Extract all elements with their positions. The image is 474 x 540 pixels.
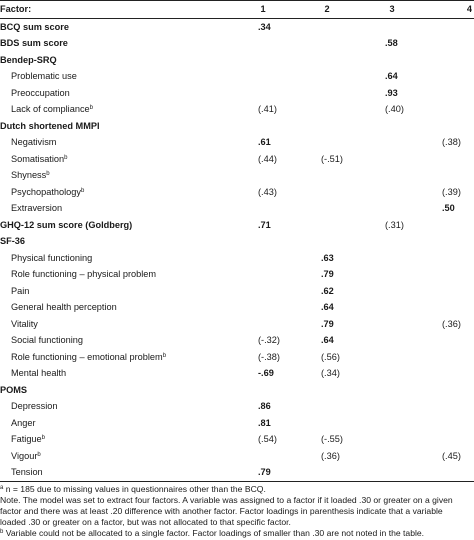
row-label [0,101,232,118]
loading-factor-4: .50 [442,203,455,213]
loading-factor-4 [424,85,474,102]
loading-factor-4: (.45) [442,450,461,461]
loading-factor-4 [424,35,474,52]
table-row [0,464,474,481]
row-label-text: Vigour [11,450,38,461]
note-b-text: Variable could not be allocated to a single factor. Factor loadings of smaller than .30 are not noted in the table. [3,528,425,539]
row-label-text: Dutch shortened MMPI [0,120,100,131]
row-label-text: BCQ sum score [0,21,69,32]
loading-factor-3 [360,266,424,283]
loading-factor-2 [294,233,360,250]
loading-factor-4 [424,151,474,168]
row-label [0,35,232,52]
footnote-marker-a: a [0,484,4,491]
loading-factor-3: (.31) [385,219,404,230]
table-row [0,85,474,102]
header-factor-1: 1 [260,4,266,14]
loading-factor-1 [232,233,294,250]
loading-factor-2 [294,200,360,217]
loading-factor-1: -.69 [258,368,274,378]
loading-factor-4 [424,464,474,481]
row-label-text: Problematic use [11,71,77,81]
loading-factor-1: .81 [258,417,271,428]
loading-factor-4 [424,167,474,184]
row-label [0,85,232,102]
loading-factor-1: .71 [258,219,271,230]
table-row [0,35,474,52]
loading-factor-3 [360,365,424,382]
row-label-text: Pain [11,285,30,296]
note-line-1: Note. The model was set to extract four factors. A variable was assigned to a factor if it loaded .30 or greater on a given [0,494,453,505]
loading-factor-3 [360,464,424,481]
row-label [0,250,232,267]
row-label-text: Negativism [11,137,57,147]
loading-factor-4: (.39) [442,186,461,197]
loading-factor-2 [294,382,360,399]
loading-factor-2 [294,101,360,118]
loading-factor-2: (.34) [321,368,340,378]
loading-factor-1: (.44) [258,153,277,164]
table-row [0,283,474,300]
loading-factor-3 [360,299,424,316]
loading-factor-1 [232,167,294,184]
row-label [0,464,232,481]
loading-factor-1 [232,35,294,52]
row-label [0,52,232,69]
loading-factor-1: (.54) [258,434,277,444]
note-b [0,528,474,539]
loading-factor-1: (.41) [258,104,277,114]
row-label [0,316,232,333]
table-row [0,266,474,283]
footnote-marker-b: b [0,529,4,536]
loading-factor-4 [424,398,474,415]
table-row [0,68,474,85]
row-label-text: Psychopathology [11,186,81,197]
row-label [0,448,232,465]
row-label [0,184,232,201]
row-label-text: Tension [11,467,43,477]
row-label [0,68,232,85]
loading-factor-2: (.56) [321,351,340,362]
row-label [0,18,232,35]
loading-factor-2 [294,398,360,415]
table-row [0,365,474,382]
row-label-text: Lack of compliance [11,104,90,114]
table-row [0,250,474,267]
loading-factor-3 [360,200,424,217]
table-body [0,18,474,481]
table-row [0,18,474,35]
loading-factor-1 [232,68,294,85]
row-label [0,365,232,382]
table-row [0,200,474,217]
row-label-text: BDS sum score [0,38,68,48]
loading-factor-4 [424,283,474,300]
loading-factor-3: .64 [385,71,398,81]
loading-factor-4 [424,52,474,69]
loading-factor-1 [232,283,294,300]
footnote-marker: b [64,154,68,161]
loading-factor-1: .86 [258,401,271,411]
loading-factor-2 [294,134,360,151]
row-label-text: Depression [11,401,58,411]
row-label [0,349,232,366]
row-label-text: Preoccupation [11,87,70,98]
loading-factor-3 [360,18,424,35]
loading-factor-3: .58 [385,38,398,48]
row-label-text: GHQ-12 sum score (Goldberg) [0,219,133,230]
loading-factor-3: .93 [385,87,398,98]
loading-factor-2 [294,184,360,201]
loading-factor-1 [232,299,294,316]
loading-factor-1 [232,250,294,267]
loading-factor-2 [294,464,360,481]
row-label-text: Extraversion [11,203,63,213]
loading-factor-3 [360,134,424,151]
note-a [0,484,474,495]
table-row [0,299,474,316]
table-row [0,382,474,399]
loading-factor-1 [232,118,294,135]
loading-factor-1 [232,316,294,333]
header-factor-2: 2 [324,4,330,14]
loading-factor-4 [424,217,474,234]
row-label-text: Somatisation [11,153,65,164]
row-label [0,332,232,349]
loading-factor-3 [360,398,424,415]
loading-factor-2 [294,52,360,69]
table-row [0,184,474,201]
loading-factor-2: .62 [321,285,334,296]
loading-factor-3 [360,283,424,300]
row-label-text: Shyness [11,170,47,180]
loading-factor-2 [294,35,360,52]
row-label-text: Fatigue [11,434,42,444]
table-row [0,52,474,69]
table-row [0,101,474,118]
table-row [0,118,474,135]
row-label [0,382,232,399]
loading-factor-1 [232,85,294,102]
row-label-text: Role functioning – emotional problem [11,351,163,362]
loading-factor-1 [232,448,294,465]
row-label-text: Mental health [11,368,67,378]
loading-factor-3 [360,184,424,201]
row-label [0,167,232,184]
row-label [0,415,232,432]
loading-factor-1: (-.32) [258,335,280,345]
table-row [0,217,474,234]
row-label-text: Anger [11,417,36,428]
table-row [0,316,474,333]
header-factor-3: 3 [389,4,395,14]
table-row [0,448,474,465]
loading-factor-2 [294,217,360,234]
table-row [0,233,474,250]
loading-factor-3 [360,233,424,250]
loading-factor-1: (.43) [258,186,277,197]
loading-factor-2 [294,68,360,85]
header-factor-4: 4 [466,4,472,14]
row-label [0,266,232,283]
row-label-text: POMS [0,384,28,395]
row-label-text: General health perception [11,302,117,312]
table-row [0,415,474,432]
loading-factor-3 [360,250,424,267]
loading-factor-4 [424,299,474,316]
row-label-text: Social functioning [11,335,84,345]
table-row [0,167,474,184]
loading-factor-1: (-.38) [258,351,280,362]
row-label [0,283,232,300]
loading-factor-2: .64 [321,335,334,345]
loading-factor-1 [232,52,294,69]
loading-factor-4 [424,18,474,35]
loading-factor-2: (-.55) [321,434,343,444]
loading-factor-4 [424,365,474,382]
loading-factor-2: .64 [321,302,334,312]
row-label [0,398,232,415]
loading-factor-4: (.36) [442,318,461,329]
loading-factor-4 [424,68,474,85]
loading-factor-1 [232,266,294,283]
table-row [0,134,474,151]
loading-factor-4 [424,415,474,432]
loading-factor-2: (.36) [321,450,340,461]
row-label [0,299,232,316]
loading-factor-1: .61 [258,137,271,147]
loading-factor-4 [424,233,474,250]
row-label-text: Bendep-SRQ [0,54,57,65]
note-line-2: factor and there was at least .20 difference with another factor. Factor loadings in parenthesis indicate that a variable [0,505,443,516]
row-label [0,200,232,217]
loading-factor-1 [232,382,294,399]
loading-factor-4 [424,118,474,135]
footnote-marker: b [80,187,85,194]
loading-factor-4 [424,250,474,267]
table-row [0,349,474,366]
footnote-marker: b [41,435,45,441]
row-label [0,217,232,234]
loading-factor-4: (.38) [442,137,461,147]
loading-factor-3 [360,52,424,69]
loading-factor-2: (-.51) [321,153,343,164]
table-notes [0,484,474,540]
row-label [0,118,232,135]
loading-factor-2 [294,415,360,432]
loading-factor-3 [360,349,424,366]
row-label [0,431,232,448]
header-factor: Factor: [0,4,32,14]
loading-factor-2 [294,118,360,135]
loading-factor-2 [294,85,360,102]
loading-factor-4 [424,349,474,366]
note-a-text: n = 185 due to missing values in questionnaires other than the BCQ. [3,483,266,494]
loading-factor-4 [424,266,474,283]
row-label-text: Vitality [11,318,38,329]
loading-factor-2 [294,18,360,35]
loading-factor-3 [360,415,424,432]
row-label [0,134,232,151]
table-row [0,332,474,349]
table-row [0,151,474,168]
loading-factor-1 [232,200,294,217]
note-line-3: loaded .30 or greater on a factor, but was not allocated to that specific factor. [0,517,291,528]
loading-factor-3 [360,332,424,349]
loading-factor-2: .63 [321,252,334,263]
row-label-text: Physical functioning [11,252,93,263]
table-row [0,431,474,448]
loading-factor-3 [360,448,424,465]
row-label [0,233,232,250]
loading-factor-3: (.40) [385,104,404,114]
loading-factor-1: .34 [258,21,271,32]
row-label-text: SF-36 [0,236,26,246]
loading-factor-4 [424,431,474,448]
footnote-marker: b [37,451,41,458]
loading-factor-3 [360,118,424,135]
table-row [0,398,474,415]
loading-factor-4 [424,332,474,349]
footnote-marker: b [46,171,50,177]
footnote-marker: b [162,352,167,359]
loading-factor-2: .79 [321,318,334,329]
footnote-marker: b [89,105,93,111]
loading-factor-2 [294,167,360,184]
row-label-text: Role functioning – physical problem [11,269,157,279]
loading-factor-4 [424,382,474,399]
loading-factor-3 [360,316,424,333]
loading-factor-2: .79 [321,269,334,279]
loading-factor-3 [360,431,424,448]
loading-factor-3 [360,151,424,168]
loading-factor-4 [424,101,474,118]
row-label [0,151,232,168]
loading-factor-3 [360,382,424,399]
loading-factor-1: .79 [258,467,271,477]
table-header-row [0,1,474,19]
loading-factor-3 [360,167,424,184]
